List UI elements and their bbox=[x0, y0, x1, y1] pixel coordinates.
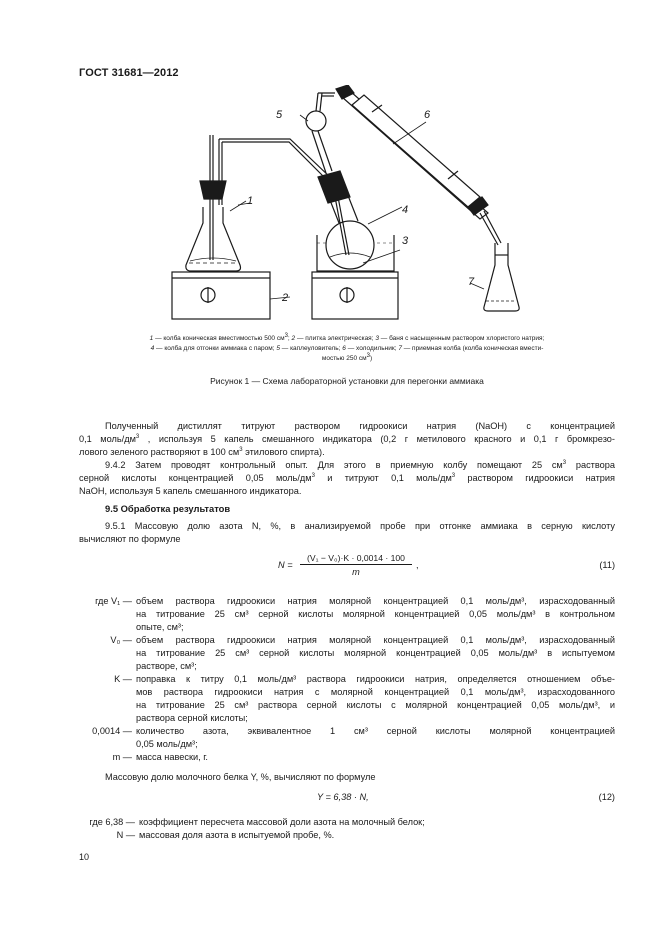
callout-1: 1 bbox=[247, 195, 254, 207]
callout-7: 7 bbox=[468, 276, 475, 288]
figure-legend: 1 — колба коническая вместимостью 500 $см^3$; 2 — плитка электрическая; 3 — баня с насыщенным раствором хлористого натрия; 4 — колба для отгонки аммиака с паром; 5 — каплеуловитель; 6 — холодильник; 7 — приемная колба (колба коническая вмести- мостью 250 $см^3$) bbox=[149, 332, 545, 362]
flask-distillation bbox=[318, 171, 374, 269]
definitions-formula-11: где V₁ — объем раствора гидроокиси натрия молярной концентрацией 0,1 моль/дм³, израсходованный на титрование 25 см³ серной кислоты молярной концентрацией 0,05 моль/дм³ в контрольном опыте, см³; V₀ — объем раствора гидроокиси натрия молярной концентрацией 0,1 моль/дм³, израсходованный на титрование 25 см³ серной кислоты молярной концентрацией 0,05 моль/дм³ в испытуемом растворе, см³; K — поправка к титру 0,1 моль/дм³ раствора гидроокиси натрия, определяется отношением объе- мов раствора гидроокиси натрия с молярной концентрацией 0,1 моль/дм³, израсходованного на титрование 25 см³ раствора серной кислоты с молярной концентрацией 0,05 моль/дм³, и раствора серной кислоты; 0,0014 — количество азота, эквивалентное 1 см³ серной кислоты молярной концентрацией 0,05 моль/дм³; m — масса навески, г. bbox=[92, 596, 615, 762]
flask-steam-generator bbox=[186, 135, 332, 271]
callout-6: 6 bbox=[424, 109, 431, 121]
paragraph-titration: Полученный дистиллят титруют раствором гидроокиси натрия (NaOH) с концентрацией 0,1 моль/$дм^3$ , используя 5 капель смешанного индикатора (0,2 г метилового красного и 0,1 г бромкрезо- лового зеленого растворяют в 100 $см^3$ этилового спирта). bbox=[79, 421, 615, 457]
section-heading: 9.5 Обработка результатов bbox=[105, 503, 231, 514]
hotplate-left bbox=[172, 272, 270, 319]
callout-3: 3 bbox=[402, 235, 409, 247]
callout-2: 2 bbox=[282, 292, 289, 304]
figure-caption: Рисунок 1 — Схема лабораторной установки для перегонки аммиака bbox=[210, 376, 484, 386]
callout-4: 4 bbox=[402, 204, 409, 216]
paragraph-control-test: 9.4.2 Затем проводят контрольный опыт. Для этого в приемную колбу помещают 25 $см^3$ раствора серной кислоты концентрацией 0,05 моль/$дм^3$ и титруют 0,1 моль/$дм^3$ раствором гидроокиси натрия NaOH, используя 5 капель смешанного индикатора. bbox=[79, 459, 615, 496]
formula-12: Y = 6,38 · N, bbox=[317, 792, 369, 802]
hotplate-right bbox=[312, 272, 398, 319]
condenser bbox=[336, 85, 501, 245]
flask-receiver bbox=[484, 243, 519, 311]
formula-11-number: (11) bbox=[599, 560, 615, 570]
document-header: ГОСТ 31681—2012 bbox=[79, 67, 179, 79]
formula-12-number: (12) bbox=[598, 792, 615, 802]
callout-5: 5 bbox=[276, 109, 283, 121]
paragraph-nitrogen: 9.5.1 Массовую долю азота N, %, в анализируемой пробе при отгонке аммиака в серную кислоту вычисляют по формуле bbox=[79, 521, 615, 544]
apparatus-diagram bbox=[150, 85, 530, 325]
definitions-formula-12: где 6,38 — коэффициент пересчета массовой доли азота на молочный белок; N — массовая доля азота в испытуемой пробе, %. bbox=[89, 817, 425, 840]
page-number: 10 bbox=[79, 852, 90, 862]
drop-catcher bbox=[306, 93, 335, 173]
paragraph-protein: Массовую долю молочного белка Y, %, вычисляют по формуле bbox=[105, 772, 376, 782]
